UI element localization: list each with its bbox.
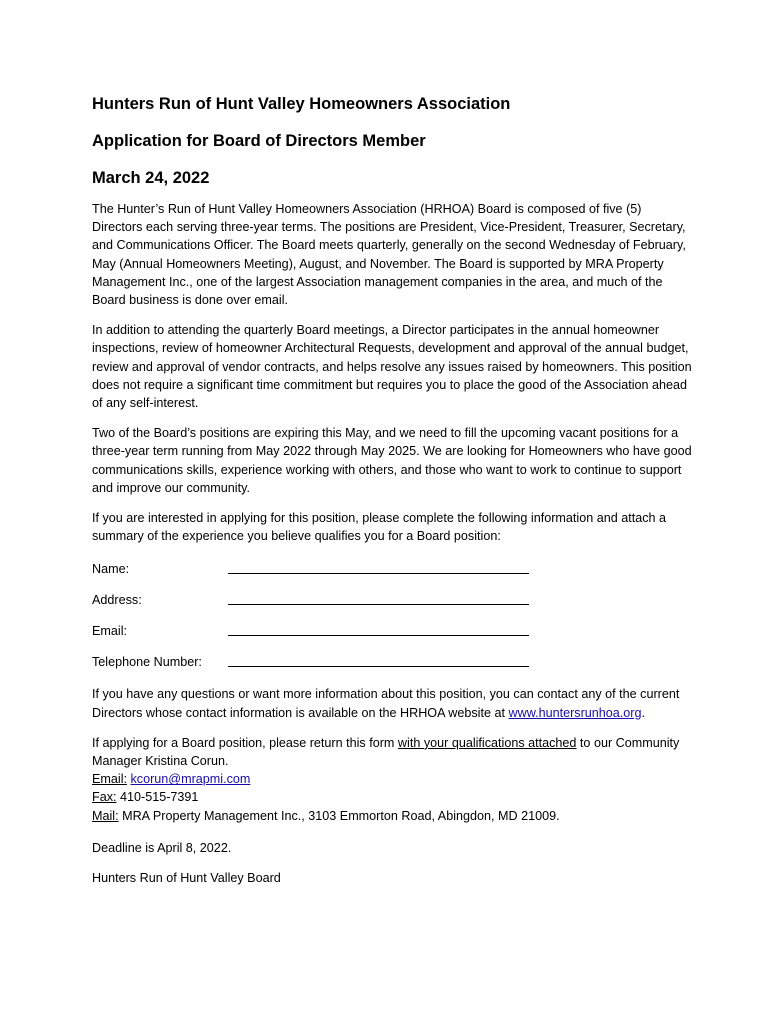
address-field-label: Address:: [92, 593, 142, 608]
telephone-field-row: [92, 650, 692, 669]
instructions-paragraph: If you are interested in applying for this position, please complete the following information and attach a summary of the experience you believe qualifies you for a Board position:: [92, 511, 667, 544]
mail-contact-line: [92, 807, 692, 825]
email-field-line[interactable]: [228, 621, 529, 636]
application-title: Application for Board of Directors Member: [92, 132, 426, 150]
questions-text: If you have any questions or want more information about this position, you can contact any of the current Directors whose contact information is available on the HRHOA website at: [92, 687, 680, 720]
return-instructions: [92, 734, 692, 770]
qualifications-underlined: with your qualifications attached: [397, 735, 577, 750]
vacancy-paragraph: Two of the Board’s positions are expiring this May, and we need to fill the upcoming vacant positions for a three-year term running from May 2022 through May 2025. We are looking for Homeowners who have good communications skills, experience working with others, and those who want to work to continue to support and improve our community.: [92, 426, 692, 495]
questions-end: .: [641, 705, 646, 720]
signature-text: Hunters Run of Hunt Valley Board: [92, 871, 281, 886]
application-form: [92, 557, 692, 669]
telephone-field-label: Telephone Number:: [92, 655, 202, 670]
name-field-row: [92, 557, 692, 576]
fax-number: 410-515-7391: [116, 790, 199, 805]
document-page: [92, 92, 692, 899]
return-text-after: to our Community Manager Kristina Corun.: [92, 735, 680, 769]
address-field-row: [92, 588, 692, 607]
document-date: March 24, 2022: [92, 169, 210, 187]
questions-paragraph: [92, 685, 692, 721]
organization-title: Hunters Run of Hunt Valley Homeowners Association: [92, 95, 511, 113]
director-duties-paragraph: In addition to attending the quarterly Board meetings, a Director participates in the annual homeowner inspections, review of homeowner Architectural Requests, development and approval of the annual budget, review and approval of vendor contracts, and helps resolve any issues raised by homeowners. This position does not require a significant time commitment but requires you to place the good of the Association ahead of any self-interest.: [92, 323, 692, 411]
email-field-row: [92, 619, 692, 638]
email-field-label: Email:: [92, 624, 127, 639]
mail-address: MRA Property Management Inc., 3103 Emmorton Road, Abingdon, MD 21009.: [118, 808, 560, 823]
return-text-before: If applying for a Board position, please return this form: [92, 735, 398, 750]
board-description-paragraph: The Hunter’s Run of Hunt Valley Homeowners Association (HRHOA) Board is composed of five (5) Directors each serving three-year terms. The positions are President, Vice-President, Treasurer, Secretary, and Communications Officer. The Board meets quarterly, generally on the second Wednesday of February, May (Annual Homeowners Meeting), August, and November. The Board is supported by MRA Property Management Inc., one of the largest Association management companies in the area, and much of the Board business is done over email.: [92, 202, 686, 308]
return-info-block: [92, 734, 692, 825]
address-field-line[interactable]: [228, 590, 529, 605]
fax-label: Fax:: [92, 790, 117, 805]
deadline-text: Deadline is April 8, 2022.: [92, 840, 232, 855]
website-link[interactable]: www.huntersrunhoa.org: [508, 705, 642, 720]
email-link[interactable]: kcorun@mrapmi.com: [130, 772, 251, 787]
mail-label: Mail:: [92, 808, 119, 823]
telephone-field-line[interactable]: [228, 652, 529, 667]
email-contact-line: [92, 770, 692, 788]
name-field-label: Name:: [92, 562, 130, 577]
name-field-line[interactable]: [228, 559, 529, 574]
fax-contact-line: [92, 788, 692, 806]
email-label: Email:: [92, 772, 127, 787]
